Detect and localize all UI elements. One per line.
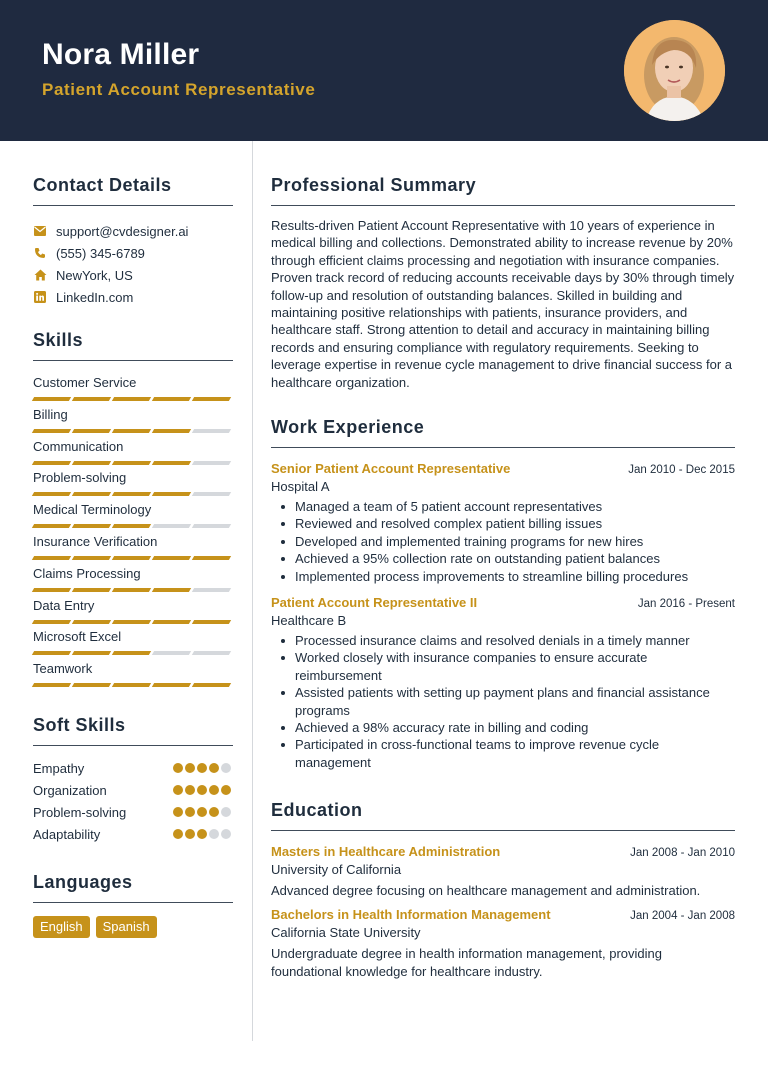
- skill-level-segment: [112, 524, 151, 528]
- skill-level-segment: [112, 588, 151, 592]
- education-desc: Undergraduate degree in health information management, providing foundational knowledge for healthcare industry.: [271, 946, 662, 979]
- rating-dot: [185, 807, 195, 817]
- skill-label: Billing: [33, 406, 68, 422]
- skill-level-segment: [112, 683, 151, 687]
- soft-skill-item: [33, 823, 233, 845]
- education-entry: [271, 844, 735, 899]
- soft-skill-label: Organization: [33, 782, 107, 798]
- candidate-name: Nora Miller: [42, 38, 200, 71]
- skill-level-segment: [72, 524, 111, 528]
- skill-level-segment: [72, 683, 111, 687]
- skill-level-segment: [192, 492, 231, 496]
- skill-level-segment: [32, 588, 71, 592]
- rating-dot: [173, 807, 183, 817]
- rating-dot: [209, 785, 219, 795]
- rating-dot: [221, 763, 231, 773]
- soft-skill-label: Problem-solving: [33, 804, 127, 820]
- skill-item: [33, 469, 233, 501]
- skill-level-segment: [72, 397, 111, 401]
- skill-level-bar: [33, 524, 233, 528]
- skill-level-segment: [192, 620, 231, 624]
- contact-email-text: support@cvdesigner.ai: [56, 223, 189, 239]
- skill-level-segment: [192, 588, 231, 592]
- rating-dot: [197, 763, 207, 773]
- skill-level-segment: [72, 651, 111, 655]
- linkedin-icon: [33, 290, 47, 304]
- contact-phone-text: (555) 345-6789: [56, 245, 145, 261]
- skill-level-segment: [152, 429, 191, 433]
- school-name: California State University: [271, 925, 421, 941]
- experience-rule: [271, 447, 735, 448]
- skill-level-segment: [32, 461, 71, 465]
- skill-level-segment: [112, 429, 151, 433]
- job-bullet: Participated in cross-functional teams to improve revenue cycle management: [271, 736, 735, 771]
- skill-level-segment: [152, 556, 191, 560]
- header-banner: [0, 0, 768, 141]
- soft-skill-item: [33, 757, 233, 779]
- job-bullets: [271, 498, 735, 585]
- skill-label: Customer Service: [33, 375, 137, 390]
- skill-label: Insurance Verification: [33, 533, 158, 549]
- soft-skills-rule: [33, 745, 233, 746]
- job-entry: [271, 461, 735, 585]
- skill-level-segment: [192, 397, 231, 401]
- rating-dot: [185, 763, 195, 773]
- job-bullet: Achieved a 95% collection rate on outstanding patient balances: [271, 550, 735, 567]
- skill-level-segment: [32, 620, 71, 624]
- skill-level-segment: [192, 556, 231, 560]
- skill-level-segment: [192, 651, 231, 655]
- candidate-title: Patient Account Representative: [42, 80, 316, 99]
- skill-level-segment: [152, 683, 191, 687]
- skill-label: Claims Processing: [33, 565, 141, 581]
- soft-skill-item: [33, 801, 233, 823]
- skill-level-segment: [72, 620, 111, 624]
- skill-level-segment: [152, 524, 191, 528]
- contact-location: [33, 264, 233, 286]
- skill-level-segment: [32, 524, 71, 528]
- skill-level-bar: [33, 683, 233, 687]
- rating-dot: [221, 829, 231, 839]
- skill-level-segment: [112, 461, 151, 465]
- envelope-icon: [33, 224, 47, 238]
- skill-item: [33, 565, 233, 597]
- skills-rule: [33, 360, 233, 361]
- skill-level-segment: [72, 588, 111, 592]
- job-bullet: Assisted patients with setting up payment plans and financial assistance programs: [271, 684, 735, 719]
- job-bullet: Reviewed and resolved complex patient billing issues: [271, 515, 735, 532]
- soft-skill-rating: [173, 785, 231, 795]
- skill-label: Medical Terminology: [33, 502, 152, 518]
- skill-level-bar: [33, 492, 233, 496]
- summary-heading: Professional Summary: [271, 175, 477, 195]
- skill-level-segment: [32, 429, 71, 433]
- education-entry: [271, 907, 735, 980]
- summary-text: Results-driven Patient Account Representative with 10 years of experience in medical billing and collections. Demonstrated ability to increase revenue by 20% through efficient claims processing and negotiation with insurance companies. Proven track record of reducing accounts receivable days by 30% through timely follow-up and resolution of outstanding balances. Skilled in building and maintaining positive relationships with patients, insurance providers, and healthcare staff. Strong attention to detail and accuracy in maintaining billing records and ensuring compliance with regulatory requirements. Seeking to leverage expertise in revenue cycle management to drive financial success for a healthcare organization.: [271, 218, 735, 390]
- contact-phone[interactable]: [33, 242, 233, 264]
- skill-level-segment: [72, 492, 111, 496]
- job-entry: [271, 595, 735, 771]
- rating-dot: [197, 807, 207, 817]
- contact-location-text: NewYork, US: [56, 267, 133, 283]
- skill-level-segment: [192, 429, 231, 433]
- skill-label: Microsoft Excel: [33, 629, 122, 645]
- skill-item: [33, 533, 233, 565]
- job-date: Jan 2016 - Present: [637, 598, 735, 611]
- education-heading: Education: [271, 800, 363, 820]
- skills-section: [33, 330, 233, 692]
- skill-level-segment: [152, 397, 191, 401]
- education-rule: [271, 830, 735, 831]
- rating-dot: [209, 763, 219, 773]
- skill-level-segment: [32, 651, 71, 655]
- contact-email[interactable]: [33, 220, 233, 242]
- languages-heading: Languages: [33, 872, 133, 892]
- soft-skills-heading: Soft Skills: [33, 715, 126, 735]
- rating-dot: [185, 785, 195, 795]
- rating-dot: [221, 807, 231, 817]
- skill-item: [33, 628, 233, 660]
- rating-dot: [197, 829, 207, 839]
- skill-level-segment: [32, 683, 71, 687]
- rating-dot: [185, 829, 195, 839]
- rating-dot: [173, 763, 183, 773]
- skill-level-segment: [112, 651, 151, 655]
- summary-rule: [271, 205, 735, 206]
- skill-item: [33, 438, 233, 470]
- skill-label: Data Entry: [33, 597, 95, 613]
- skill-level-bar: [33, 397, 233, 401]
- skill-level-segment: [152, 492, 191, 496]
- soft-skill-label: Adaptability: [33, 826, 101, 842]
- rating-dot: [173, 785, 183, 795]
- skill-level-segment: [112, 620, 151, 624]
- skill-level-segment: [152, 588, 191, 592]
- skill-level-segment: [192, 524, 231, 528]
- skill-level-segment: [152, 461, 191, 465]
- skill-level-bar: [33, 588, 233, 592]
- rating-dot: [209, 829, 219, 839]
- job-bullet: Worked closely with insurance companies to ensure accurate reimbursement: [271, 649, 735, 684]
- job-bullet: Developed and implemented training programs for new hires: [271, 533, 735, 550]
- skills-heading: Skills: [33, 330, 84, 350]
- job-company: Hospital A: [271, 479, 330, 494]
- job-bullet: Managed a team of 5 patient account representatives: [271, 498, 735, 515]
- skills-list: [33, 374, 233, 692]
- skill-level-segment: [192, 461, 231, 465]
- skill-level-segment: [112, 556, 151, 560]
- skill-level-segment: [32, 397, 71, 401]
- skill-item: [33, 374, 233, 406]
- education-date: Jan 2004 - Jan 2008: [630, 910, 735, 923]
- languages-section: [33, 872, 233, 938]
- education-section: [271, 800, 735, 980]
- experience-heading: Work Experience: [271, 417, 425, 437]
- job-company: Healthcare B: [271, 613, 347, 629]
- soft-skills-list: [33, 757, 233, 845]
- school-name: University of California: [271, 862, 402, 877]
- skill-label: Communication: [33, 438, 124, 454]
- skill-item: [33, 660, 233, 692]
- skill-level-bar: [33, 461, 233, 465]
- rating-dot: [173, 829, 183, 839]
- degree-title: Masters in Healthcare Administration: [271, 844, 501, 859]
- skill-level-bar: [33, 651, 233, 655]
- languages-rule: [33, 902, 233, 903]
- phone-icon: [33, 246, 47, 260]
- job-bullet: Achieved a 98% accuracy rate in billing and coding: [271, 719, 735, 736]
- skill-item: [33, 597, 233, 629]
- skill-level-bar: [33, 429, 233, 433]
- skill-level-segment: [32, 556, 71, 560]
- soft-skill-rating: [173, 829, 231, 839]
- skill-level-segment: [32, 492, 71, 496]
- rating-dot: [221, 785, 231, 795]
- contact-linkedin-text: LinkedIn.com: [56, 289, 134, 305]
- skill-level-segment: [72, 556, 111, 560]
- skill-item: [33, 406, 233, 438]
- skill-label: Teamwork: [33, 661, 93, 677]
- rating-dot: [209, 807, 219, 817]
- job-bullet: Implemented process improvements to streamline billing procedures: [271, 568, 735, 585]
- skill-label: Problem-solving: [33, 470, 127, 486]
- skill-level-segment: [72, 461, 111, 465]
- skill-level-segment: [192, 683, 231, 687]
- skill-level-segment: [112, 492, 151, 496]
- education-date: Jan 2008 - Jan 2010: [630, 847, 735, 859]
- skill-level-segment: [72, 429, 111, 433]
- language-tag: Spanish: [96, 916, 157, 938]
- soft-skills-section: [33, 715, 233, 845]
- job-bullets: [271, 632, 735, 771]
- job-title: Patient Account Representative II: [271, 595, 478, 611]
- job-bullet: Processed insurance claims and resolved denials in a timely manner: [271, 632, 735, 649]
- skill-level-bar: [33, 620, 233, 624]
- languages-list: [33, 916, 233, 938]
- language-tag: English: [33, 916, 90, 938]
- contact-rule: [33, 205, 233, 206]
- skill-item: [33, 501, 233, 533]
- skill-level-bar: [33, 556, 233, 560]
- soft-skill-rating: [173, 807, 231, 817]
- job-title: Senior Patient Account Representative: [271, 461, 511, 476]
- education-desc: Advanced degree focusing on healthcare management and administration.: [271, 883, 701, 898]
- degree-title: Bachelors in Health Information Management: [271, 907, 551, 923]
- home-icon: [33, 268, 47, 282]
- skill-level-segment: [112, 397, 151, 401]
- contact-heading: Contact Details: [33, 175, 172, 195]
- contact-section: [33, 175, 233, 308]
- profile-photo: [624, 20, 725, 121]
- summary-section: [271, 175, 735, 391]
- skill-level-segment: [152, 620, 191, 624]
- job-date: Jan 2010 - Dec 2015: [628, 464, 735, 476]
- experience-section: [271, 417, 735, 771]
- rating-dot: [197, 785, 207, 795]
- skill-level-segment: [152, 651, 191, 655]
- soft-skill-rating: [173, 763, 231, 773]
- column-divider: [252, 141, 253, 1041]
- soft-skill-item: [33, 779, 233, 801]
- contact-linkedin[interactable]: [33, 286, 233, 308]
- soft-skill-label: Empathy: [33, 760, 85, 776]
